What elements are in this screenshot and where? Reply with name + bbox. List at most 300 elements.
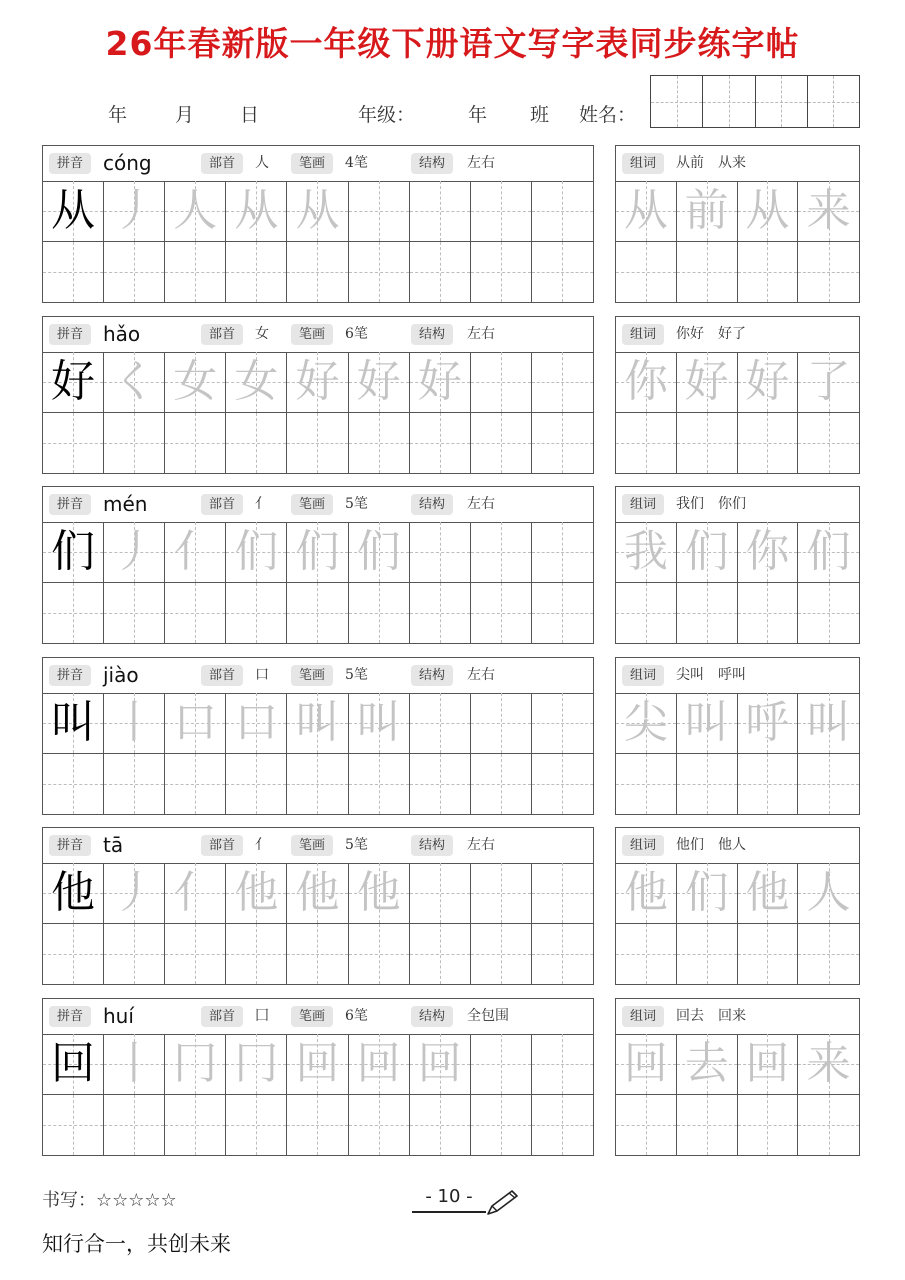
writing-cell[interactable]	[104, 181, 165, 242]
trace-character: 们	[234, 525, 279, 577]
word-header	[616, 146, 859, 182]
writing-cell[interactable]	[349, 754, 410, 815]
trace-character: 回	[417, 1037, 462, 1089]
word-cell[interactable]	[738, 583, 799, 644]
trace-character: 们	[295, 525, 340, 577]
name-cell[interactable]	[703, 76, 755, 127]
writing-cell[interactable]	[410, 181, 471, 242]
writing-cell[interactable]	[532, 1095, 593, 1156]
word-character: 们	[684, 866, 729, 918]
writing-cell[interactable]	[287, 1095, 348, 1156]
word-character: 去	[684, 1037, 729, 1089]
writing-cell[interactable]	[471, 693, 532, 754]
practice-header	[43, 658, 593, 694]
word-cell[interactable]	[616, 1034, 677, 1095]
writing-cell[interactable]	[471, 754, 532, 815]
word-character: 叫	[806, 696, 851, 748]
writing-cell[interactable]	[471, 242, 532, 303]
writing-cell[interactable]	[471, 413, 532, 474]
writing-cell[interactable]	[410, 1034, 471, 1095]
writing-cell[interactable]	[104, 242, 165, 303]
writing-cell[interactable]	[43, 352, 104, 413]
word-header	[616, 317, 859, 353]
word-cell[interactable]	[738, 1095, 799, 1156]
writing-cell[interactable]	[471, 1095, 532, 1156]
writing-cell[interactable]	[165, 863, 226, 924]
word-cell[interactable]	[616, 352, 677, 413]
writing-cell[interactable]	[165, 1034, 226, 1095]
radical-tag: 部首	[201, 1006, 243, 1027]
word-character: 从	[623, 184, 668, 236]
word-cell[interactable]	[738, 242, 799, 303]
structure-tag: 结构	[411, 153, 453, 174]
writing-rating: 书写：☆☆☆☆☆	[42, 1190, 177, 1211]
word-cell[interactable]	[798, 924, 859, 985]
word-cell[interactable]	[798, 413, 859, 474]
writing-cell[interactable]	[287, 413, 348, 474]
name-cell[interactable]	[756, 76, 808, 127]
writing-cell[interactable]	[471, 924, 532, 985]
writing-cell[interactable]	[43, 413, 104, 474]
writing-grid	[43, 1034, 593, 1155]
writing-cell[interactable]	[165, 583, 226, 644]
trace-character: 叫	[295, 696, 340, 748]
word-cell[interactable]	[798, 693, 859, 754]
word-cell[interactable]	[677, 242, 738, 303]
writing-grid	[43, 352, 593, 473]
structure-value: 左右	[467, 667, 495, 683]
writing-cell[interactable]	[471, 1034, 532, 1095]
word-cell[interactable]	[677, 1095, 738, 1156]
practice-header	[43, 317, 593, 353]
practice-header	[43, 999, 593, 1035]
radical-value: 亻	[255, 837, 269, 853]
writing-cell[interactable]	[532, 413, 593, 474]
word-box	[615, 657, 860, 815]
word-grid	[616, 181, 859, 302]
writing-cell[interactable]	[532, 1034, 593, 1095]
writing-cell[interactable]	[43, 522, 104, 583]
writing-cell[interactable]	[410, 1095, 471, 1156]
trace-character: 丿	[112, 866, 157, 918]
word-cell[interactable]	[616, 693, 677, 754]
word-cell[interactable]	[616, 754, 677, 815]
words-value: 我们 你们	[676, 496, 746, 512]
writing-cell[interactable]	[43, 181, 104, 242]
writing-cell[interactable]	[226, 863, 287, 924]
structure-value: 左右	[467, 496, 495, 512]
writing-cell[interactable]	[349, 1095, 410, 1156]
writing-cell[interactable]	[226, 242, 287, 303]
motto: 知行合一，共创未来	[42, 1232, 231, 1256]
word-cell[interactable]	[738, 863, 799, 924]
word-character: 回	[623, 1037, 668, 1089]
word-cell[interactable]	[677, 1034, 738, 1095]
writing-cell[interactable]	[226, 924, 287, 985]
strokes-tag: 笔画	[291, 1006, 333, 1027]
words-value: 你好 好了	[676, 326, 746, 342]
model-character: 从	[51, 184, 96, 236]
writing-cell[interactable]	[287, 181, 348, 242]
writing-cell[interactable]	[532, 754, 593, 815]
word-cell[interactable]	[677, 181, 738, 242]
word-cell[interactable]	[798, 242, 859, 303]
word-header	[616, 828, 859, 864]
writing-cell[interactable]	[532, 352, 593, 413]
trace-character: 叫	[356, 696, 401, 748]
trace-character: 从	[295, 184, 340, 236]
writing-cell[interactable]	[532, 863, 593, 924]
words-tag: 组词	[622, 665, 664, 686]
structure-tag: 结构	[411, 835, 453, 856]
writing-cell[interactable]	[43, 1095, 104, 1156]
writing-cell[interactable]	[532, 522, 593, 583]
radical-value: 亻	[255, 496, 269, 512]
word-cell[interactable]	[677, 583, 738, 644]
word-character: 呼	[745, 696, 790, 748]
writing-cell[interactable]	[165, 242, 226, 303]
practice-header	[43, 487, 593, 523]
writing-cell[interactable]	[43, 242, 104, 303]
word-cell[interactable]	[677, 693, 738, 754]
writing-cell[interactable]	[532, 924, 593, 985]
word-cell[interactable]	[616, 924, 677, 985]
words-tag: 组词	[622, 494, 664, 515]
structure-value: 左右	[467, 155, 495, 171]
word-character: 他	[745, 866, 790, 918]
writing-cell[interactable]	[532, 242, 593, 303]
writing-cell[interactable]	[43, 924, 104, 985]
writing-grid	[43, 863, 593, 984]
writing-cell[interactable]	[43, 754, 104, 815]
writing-cell[interactable]	[349, 352, 410, 413]
writing-cell[interactable]	[471, 583, 532, 644]
practice-box	[42, 316, 594, 474]
grade-unit: 年	[468, 104, 488, 126]
radical-value: 人	[255, 155, 269, 171]
writing-cell[interactable]	[349, 413, 410, 474]
pinyin-value: cóng	[103, 151, 152, 175]
word-cell[interactable]	[798, 1034, 859, 1095]
word-header	[616, 487, 859, 523]
strokes-value: 5笔	[345, 667, 368, 683]
writing-cell[interactable]	[410, 242, 471, 303]
word-cell[interactable]	[738, 413, 799, 474]
writing-cell[interactable]	[287, 352, 348, 413]
word-cell[interactable]	[616, 522, 677, 583]
practice-box	[42, 998, 594, 1156]
word-cell[interactable]	[738, 522, 799, 583]
structure-tag: 结构	[411, 665, 453, 686]
words-value: 尖叫 呼叫	[676, 667, 746, 683]
writing-cell[interactable]	[43, 863, 104, 924]
word-cell[interactable]	[677, 522, 738, 583]
word-cell[interactable]	[677, 413, 738, 474]
word-character: 来	[806, 1037, 851, 1089]
writing-cell[interactable]	[104, 1095, 165, 1156]
word-cell[interactable]	[738, 924, 799, 985]
writing-cell[interactable]	[349, 1034, 410, 1095]
word-character: 从	[745, 184, 790, 236]
strokes-tag: 笔画	[291, 324, 333, 345]
month-label: 月	[175, 104, 195, 126]
name-cell[interactable]	[808, 76, 859, 127]
word-character: 了	[806, 355, 851, 407]
word-character: 来	[806, 184, 851, 236]
writing-grid	[43, 181, 593, 302]
strokes-value: 6笔	[345, 326, 368, 342]
writing-cell[interactable]	[532, 583, 593, 644]
word-box	[615, 145, 860, 303]
trace-character: 回	[295, 1037, 340, 1089]
trace-character: 女	[173, 355, 218, 407]
word-cell[interactable]	[738, 754, 799, 815]
day-label: 日	[240, 104, 260, 126]
words-tag: 组词	[622, 153, 664, 174]
pinyin-value: hǎo	[103, 322, 141, 346]
writing-cell[interactable]	[532, 693, 593, 754]
trace-character: く	[112, 355, 157, 407]
writing-cell[interactable]	[104, 522, 165, 583]
trace-character: 女	[234, 355, 279, 407]
trace-character: 他	[295, 866, 340, 918]
writing-cell[interactable]	[104, 413, 165, 474]
word-cell[interactable]	[677, 863, 738, 924]
writing-cell[interactable]	[104, 352, 165, 413]
word-cell[interactable]	[677, 754, 738, 815]
writing-cell[interactable]	[43, 693, 104, 754]
model-character: 叫	[51, 696, 96, 748]
writing-cell[interactable]	[226, 583, 287, 644]
radical-tag: 部首	[201, 153, 243, 174]
radical-tag: 部首	[201, 665, 243, 686]
structure-tag: 结构	[411, 494, 453, 515]
word-cell[interactable]	[798, 352, 859, 413]
trace-character: 丨	[112, 1037, 157, 1089]
writing-cell[interactable]	[165, 1095, 226, 1156]
writing-cell[interactable]	[226, 352, 287, 413]
radical-value: 囗	[255, 1008, 269, 1024]
writing-cell[interactable]	[410, 352, 471, 413]
writing-cell[interactable]	[165, 754, 226, 815]
word-grid	[616, 863, 859, 984]
writing-cell[interactable]	[349, 924, 410, 985]
strokes-value: 5笔	[345, 837, 368, 853]
word-header	[616, 658, 859, 694]
writing-cell[interactable]	[43, 1034, 104, 1095]
writing-cell[interactable]	[349, 522, 410, 583]
word-cell[interactable]	[616, 583, 677, 644]
writing-cell[interactable]	[287, 1034, 348, 1095]
writing-cell[interactable]	[410, 863, 471, 924]
word-cell[interactable]	[798, 522, 859, 583]
writing-cell[interactable]	[165, 352, 226, 413]
radical-tag: 部首	[201, 324, 243, 345]
writing-cell[interactable]	[104, 583, 165, 644]
writing-cell[interactable]	[471, 522, 532, 583]
pinyin-tag: 拼音	[49, 835, 91, 856]
name-cell[interactable]	[651, 76, 703, 127]
word-cell[interactable]	[798, 1095, 859, 1156]
practice-box	[42, 827, 594, 985]
word-character: 他	[623, 866, 668, 918]
writing-cell[interactable]	[104, 1034, 165, 1095]
word-cell[interactable]	[798, 583, 859, 644]
strokes-tag: 笔画	[291, 665, 333, 686]
writing-cell[interactable]	[165, 924, 226, 985]
writing-cell[interactable]	[410, 924, 471, 985]
word-character: 尖	[623, 696, 668, 748]
words-tag: 组词	[622, 1006, 664, 1027]
word-grid	[616, 1034, 859, 1155]
writing-cell[interactable]	[349, 693, 410, 754]
word-cell[interactable]	[798, 181, 859, 242]
writing-cell[interactable]	[165, 413, 226, 474]
word-cell[interactable]	[738, 181, 799, 242]
writing-cell[interactable]	[410, 522, 471, 583]
word-character: 你	[745, 525, 790, 577]
writing-cell[interactable]	[410, 754, 471, 815]
writing-cell[interactable]	[104, 754, 165, 815]
strokes-value: 6笔	[345, 1008, 368, 1024]
writing-cell[interactable]	[287, 522, 348, 583]
strokes-tag: 笔画	[291, 494, 333, 515]
word-character: 们	[684, 525, 729, 577]
pinyin-tag: 拼音	[49, 324, 91, 345]
word-box	[615, 998, 860, 1156]
word-character: 叫	[684, 696, 729, 748]
writing-cell[interactable]	[349, 181, 410, 242]
writing-cell[interactable]	[471, 181, 532, 242]
trace-character: 好	[295, 355, 340, 407]
pinyin-value: tā	[103, 833, 124, 857]
writing-cell[interactable]	[471, 352, 532, 413]
words-value: 回去 回来	[676, 1008, 746, 1024]
word-character: 我	[623, 525, 668, 577]
pinyin-value: jiào	[103, 663, 139, 687]
writing-cell[interactable]	[165, 522, 226, 583]
trace-character: 亻	[173, 866, 218, 918]
radical-value: 口	[255, 667, 269, 683]
word-cell[interactable]	[738, 693, 799, 754]
trace-character: 亻	[173, 525, 218, 577]
structure-tag: 结构	[411, 324, 453, 345]
writing-cell[interactable]	[287, 754, 348, 815]
trace-character: 好	[356, 355, 401, 407]
writing-cell[interactable]	[43, 583, 104, 644]
trace-character: 们	[356, 525, 401, 577]
word-character: 前	[684, 184, 729, 236]
pinyin-tag: 拼音	[49, 1006, 91, 1027]
word-cell[interactable]	[738, 1034, 799, 1095]
writing-cell[interactable]	[226, 693, 287, 754]
trace-character: 他	[356, 866, 401, 918]
name-label: 姓名：	[579, 104, 637, 126]
writing-cell[interactable]	[104, 924, 165, 985]
trace-character: 好	[417, 355, 462, 407]
writing-cell[interactable]	[287, 863, 348, 924]
word-cell[interactable]	[677, 352, 738, 413]
writing-cell[interactable]	[287, 924, 348, 985]
word-cell[interactable]	[677, 924, 738, 985]
model-character: 回	[51, 1037, 96, 1089]
name-writing-grid[interactable]	[650, 75, 860, 128]
writing-cell[interactable]	[226, 1095, 287, 1156]
writing-cell[interactable]	[410, 413, 471, 474]
writing-cell[interactable]	[410, 693, 471, 754]
year-label: 年	[108, 104, 128, 126]
word-box	[615, 827, 860, 985]
practice-header	[43, 146, 593, 182]
trace-character: 人	[173, 184, 218, 236]
word-cell[interactable]	[798, 863, 859, 924]
writing-cell[interactable]	[471, 863, 532, 924]
writing-cell[interactable]	[226, 181, 287, 242]
writing-cell[interactable]	[104, 693, 165, 754]
word-cell[interactable]	[616, 413, 677, 474]
trace-character: 冂	[234, 1037, 279, 1089]
radical-tag: 部首	[201, 835, 243, 856]
writing-grid	[43, 693, 593, 814]
writing-cell[interactable]	[226, 413, 287, 474]
word-cell[interactable]	[798, 754, 859, 815]
writing-cell[interactable]	[349, 242, 410, 303]
writing-cell[interactable]	[532, 181, 593, 242]
writing-cell[interactable]	[349, 583, 410, 644]
writing-cell[interactable]	[226, 1034, 287, 1095]
word-cell[interactable]	[616, 863, 677, 924]
pen-icon	[484, 1188, 520, 1218]
writing-cell[interactable]	[104, 863, 165, 924]
writing-cell[interactable]	[226, 522, 287, 583]
words-value: 他们 他人	[676, 837, 746, 853]
writing-cell[interactable]	[226, 754, 287, 815]
writing-cell[interactable]	[165, 693, 226, 754]
writing-grid	[43, 522, 593, 643]
word-cell[interactable]	[616, 181, 677, 242]
writing-cell[interactable]	[410, 583, 471, 644]
word-grid	[616, 352, 859, 473]
trace-character: 口	[234, 696, 279, 748]
practice-box	[42, 657, 594, 815]
model-character: 们	[51, 525, 96, 577]
writing-cell[interactable]	[287, 583, 348, 644]
word-cell[interactable]	[616, 242, 677, 303]
trace-character: 冂	[173, 1037, 218, 1089]
structure-value: 左右	[467, 837, 495, 853]
grade-label: 年级：	[358, 104, 416, 126]
pinyin-value: mén	[103, 492, 148, 516]
trace-character: 丿	[112, 184, 157, 236]
word-cell[interactable]	[738, 352, 799, 413]
trace-character: 从	[234, 184, 279, 236]
writing-cell[interactable]	[287, 693, 348, 754]
writing-cell[interactable]	[349, 863, 410, 924]
words-tag: 组词	[622, 324, 664, 345]
writing-cell[interactable]	[287, 242, 348, 303]
word-character: 们	[806, 525, 851, 577]
pinyin-value: huí	[103, 1004, 134, 1028]
class-unit: 班	[530, 104, 550, 126]
page-title: 26年春新版一年级下册语文写字表同步练字帖	[105, 24, 800, 63]
pinyin-tag: 拼音	[49, 153, 91, 174]
word-character: 好	[745, 355, 790, 407]
pinyin-tag: 拼音	[49, 665, 91, 686]
structure-tag: 结构	[411, 1006, 453, 1027]
word-cell[interactable]	[616, 1095, 677, 1156]
writing-cell[interactable]	[165, 181, 226, 242]
strokes-tag: 笔画	[291, 153, 333, 174]
